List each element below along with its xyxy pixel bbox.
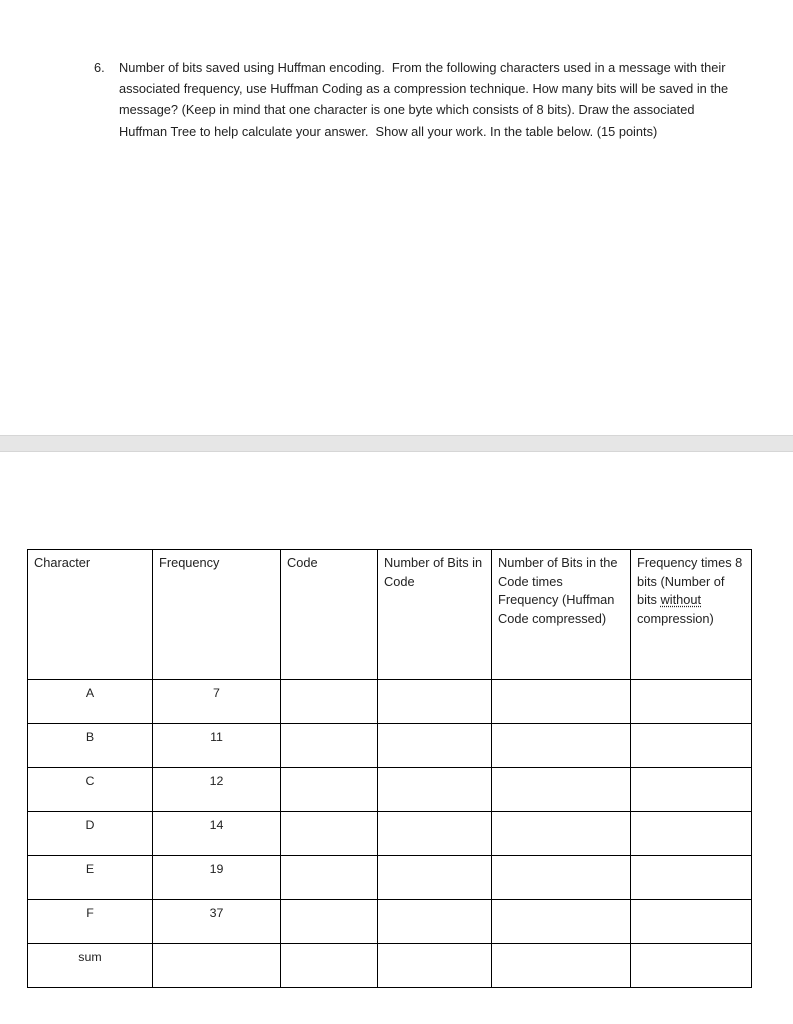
cell-frequency: 7 bbox=[153, 680, 281, 724]
header-freq8-post: compression) bbox=[637, 610, 714, 626]
header-freq8-without: without bbox=[660, 592, 702, 607]
table-header-row bbox=[28, 550, 752, 680]
cell-code[interactable] bbox=[281, 724, 378, 768]
cell-frequency: 14 bbox=[153, 812, 281, 856]
cell-character: D bbox=[28, 812, 153, 856]
cell-sum-num-bits[interactable] bbox=[378, 944, 492, 988]
cell-character: A bbox=[28, 680, 153, 724]
cell-frequency-times-8[interactable] bbox=[631, 856, 752, 900]
table-row bbox=[28, 812, 752, 856]
cell-bits-times-frequency[interactable] bbox=[492, 856, 631, 900]
cell-frequency-times-8[interactable] bbox=[631, 724, 752, 768]
huffman-table bbox=[27, 549, 752, 988]
table-row bbox=[28, 900, 752, 944]
cell-code[interactable] bbox=[281, 812, 378, 856]
cell-frequency: 37 bbox=[153, 900, 281, 944]
cell-sum-bits-times-frequency[interactable] bbox=[492, 944, 631, 988]
cell-num-bits[interactable] bbox=[378, 724, 492, 768]
cell-frequency-times-8[interactable] bbox=[631, 680, 752, 724]
cell-bits-times-frequency[interactable] bbox=[492, 724, 631, 768]
cell-num-bits[interactable] bbox=[378, 812, 492, 856]
header-num-bits: Number of Bits in Code bbox=[378, 550, 492, 680]
header-code: Code bbox=[281, 550, 378, 680]
cell-num-bits[interactable] bbox=[378, 680, 492, 724]
cell-character: F bbox=[28, 900, 153, 944]
table-row bbox=[28, 680, 752, 724]
table-row bbox=[28, 724, 752, 768]
header-frequency: Frequency bbox=[153, 550, 281, 680]
cell-num-bits[interactable] bbox=[378, 768, 492, 812]
question-number: 6. bbox=[94, 60, 105, 75]
cell-code[interactable] bbox=[281, 900, 378, 944]
cell-frequency: 12 bbox=[153, 768, 281, 812]
cell-num-bits[interactable] bbox=[378, 856, 492, 900]
cell-character: B bbox=[28, 724, 153, 768]
header-frequency-times-8 bbox=[631, 550, 752, 680]
cell-num-bits[interactable] bbox=[378, 900, 492, 944]
table-row bbox=[28, 768, 752, 812]
header-character: Character bbox=[28, 550, 153, 680]
cell-frequency: 19 bbox=[153, 856, 281, 900]
cell-bits-times-frequency[interactable] bbox=[492, 900, 631, 944]
cell-code[interactable] bbox=[281, 856, 378, 900]
cell-sum-code[interactable] bbox=[281, 944, 378, 988]
cell-frequency-times-8[interactable] bbox=[631, 768, 752, 812]
cell-character: E bbox=[28, 856, 153, 900]
sum-row bbox=[28, 944, 752, 988]
cell-bits-times-frequency[interactable] bbox=[492, 812, 631, 856]
cell-sum-frequency-times-8[interactable] bbox=[631, 944, 752, 988]
cell-frequency-times-8[interactable] bbox=[631, 900, 752, 944]
cell-character: C bbox=[28, 768, 153, 812]
header-freq8-pre: Frequency times 8 bits (Number of bits bbox=[637, 555, 743, 607]
question bbox=[94, 57, 734, 142]
table-row bbox=[28, 856, 752, 900]
cell-frequency: 11 bbox=[153, 724, 281, 768]
question-text: Number of bits saved using Huffman encoding. From the following characters used in a message with their associated frequency, use Huffman Coding as a compression technique. How many bits will be saved in the message? (Keep in mind that one character is one byte which consists of 8 bits). Draw the associated Huffman Tree to help calculate your answer. Show all your work. In the table below. (15 points) bbox=[119, 60, 732, 139]
cell-code[interactable] bbox=[281, 768, 378, 812]
cell-bits-times-frequency[interactable] bbox=[492, 768, 631, 812]
cell-sum-label: sum bbox=[28, 944, 153, 988]
cell-code[interactable] bbox=[281, 680, 378, 724]
cell-sum-frequency[interactable] bbox=[153, 944, 281, 988]
header-bits-times-frequency: Number of Bits in the Code times Frequency (Huffman Code compressed) bbox=[492, 550, 631, 680]
cell-frequency-times-8[interactable] bbox=[631, 812, 752, 856]
page-break bbox=[0, 435, 793, 452]
cell-bits-times-frequency[interactable] bbox=[492, 680, 631, 724]
